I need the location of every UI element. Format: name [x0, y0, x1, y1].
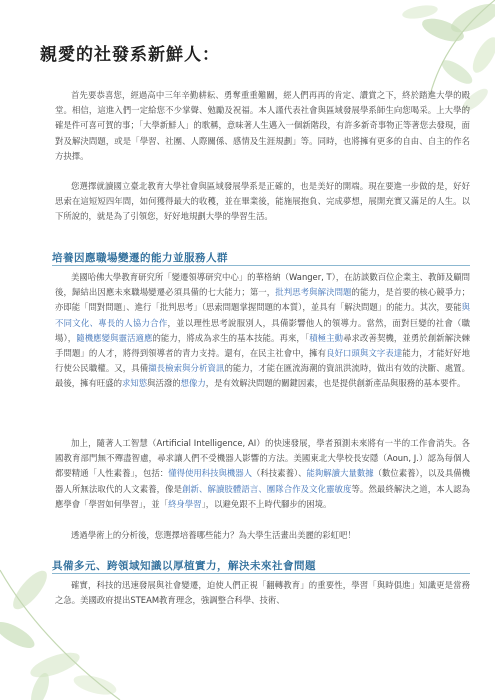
intro-paragraph-2-text: 您選擇就讀國立臺北教育大學社會與區域發展學系是正確的，也是美好的開端。現在要進一步做的是，好好思索在這短短四年間，如何獲得最大的收穫，並在畢業後，能施展抱負、完成夢想，展開充實又滿足的人生。以下所說的，就是為了引領您，好好地規劃大學的學習生活。 — [55, 181, 470, 222]
intro-paragraph-1-text: 首先要恭喜您，經過高中三年辛勤耕耘、勇奪重重難關，經人們再再的肯定、讚賞之下，終於踏進大學的殿堂。相信，這進入們一定給您不少掌聲、勉勵及祝福。本人謹代表社會與區域發展學系師生向您喝采。上大學的確是件可喜可賀的事；「大學新鮮人」的歌稱，意味著人生邁入一個新階段，有許多新奇事物正等著您去發現，面對及解決問題，或是「學習、社團、人際關係、感情及生涯規劃」等。同時，也將擁有更多的自由、自主的作名方抉擇。 — [55, 90, 470, 161]
section1-paragraph-2: 加上，隨著人工智慧（Artificial Intelligence, AI）的快速發展，學者預測未來將有一半的工作會消失。各國教育部門無不殫盡智慮，尋求讓人們不受機器人影響的方法。美國東北大學校長安隱（Aoun, J.）認為每個人都要精通「人性素養」，包括：懂得使用科技與機器人（科技素養）、能夠解讀大量數據（數位素養），以及具備機器人所無法取代的人文素養，像是創新、解讀肢體語言、團隊合作及文化靈敏度等。然最終解決之道，本人認為應學會「學習如何學習」，並「終身學習」，以避免跟不上時代腳步的困境。 — [55, 438, 471, 509]
section2-paragraph-1 — [55, 578, 470, 608]
highlight-lifelong-learning: 終身學習 — [168, 498, 202, 509]
section-heading-2: 具備多元、跨領域知識以厚植實力，解決未來社會問題 — [52, 560, 316, 572]
section-heading-1: 培養因應職場變遷的能力並服務人群 — [52, 252, 228, 264]
intro-paragraph-1 — [55, 88, 470, 164]
highlight-data-literacy: 能夠解讀大量數據 — [306, 468, 374, 479]
page-title: 親愛的社發系新鮮人： — [40, 45, 220, 65]
highlight-tech-literacy: 懂得使用科技與機器人 — [168, 468, 253, 479]
section1-paragraph-3-text: 透過學術上的分析後，您選擇培養哪些能力？為大學生活畫出美麗的彩虹吧！ — [71, 530, 356, 540]
highlight-initiative: 積極主動 — [309, 332, 344, 343]
section-divider-2 — [52, 573, 470, 574]
highlight-information-analysis: 擷長檢索與分析資訊 — [148, 363, 225, 374]
highlight-imagination: 想像力 — [180, 378, 206, 389]
highlight-communication: 良好口頭與文字表達 — [326, 348, 403, 359]
highlight-adaptability: 隨機應變與靈活適應 — [76, 332, 153, 343]
highlight-human-literacy: 創新、解讀肢體語言、團隊合作及文化靈敏度 — [182, 483, 352, 494]
highlight-curiosity: 求知慾 — [122, 378, 148, 389]
section2-paragraph-1-text: 確實，科技的迅速發展與社會變遷，迫使人們正視「翻轉教育」的重要性，學習「與時俱進」知識更是當務之急。美國政府提出STEAM教育理念，強調整合科學、技術、 — [55, 580, 470, 606]
highlight-collaboration: 與不同文化、專長的人協力合作 — [55, 302, 470, 328]
section-divider-1 — [52, 265, 470, 266]
section1-paragraph-3 — [55, 528, 470, 543]
intro-paragraph-2 — [55, 179, 470, 225]
section1-paragraph-1: 美國哈佛大學教育研究所「變遷領導研究中心」的華格納（Wanger, T），在訪談數百位企業主、教師及顧問後，歸結出因應未來職場變遷必須具備的七大能力；第一，批判思考與解決問題的能力，是首要的核心競爭力；亦即能「問對問題」、進行「批判思考」（思索問題掌握問題的本質），並具有「解決問題」的能力。其次，要能與不同文化、專長的人協力合作，並以理性思考說服別人，具備影響他人的領導力。當然，面對巨變的社會（職場），隨機應變與靈活適應的能力，將成為求生的基本技能。再來，「積極主動尋求改善契機，並勇於創新解決棘手問題」的人才，將得到領導者的青力支持。還有，在民主社會中，擁有良好口頭與文字表達能力，才能好好地行使公民職權。又，具備擷長檢索與分析資訊的能力，才能在匯流海潮的資訊洪流時，做出有效的決斷、處置。最後，擁有旺盛的求知慾與活潑的想像力，是有效解決問題的關鍵因素，也是提供創新產品與服務的基本要件。 — [55, 272, 471, 389]
highlight-critical-thinking: 批判思考與解決問題 — [275, 287, 352, 298]
